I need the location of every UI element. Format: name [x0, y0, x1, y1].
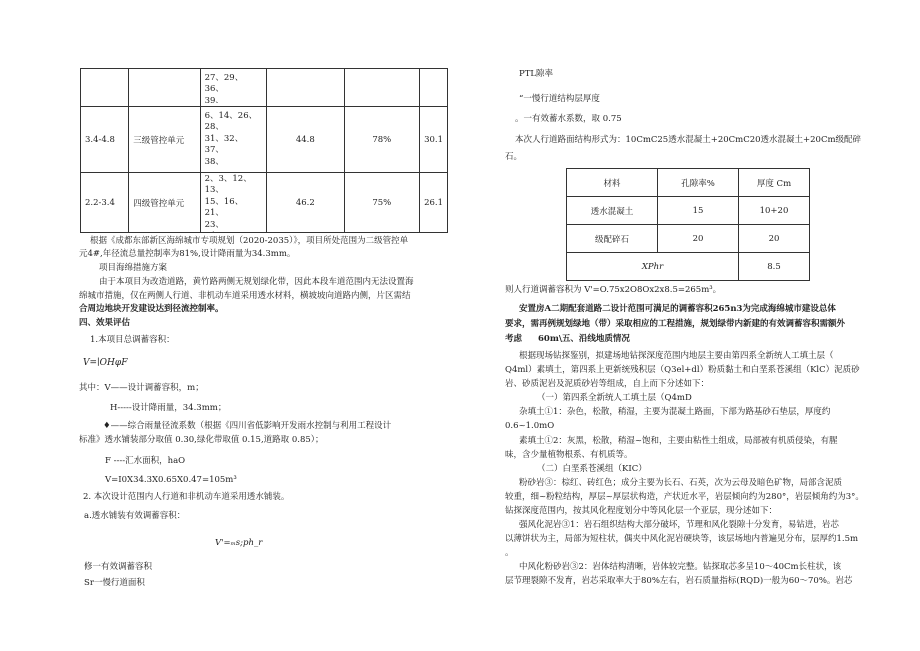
table-cell: 10+20 — [739, 197, 810, 225]
area-cell: 46.2 — [267, 173, 344, 233]
section-heading: 四、效果评估 — [79, 318, 131, 328]
paragraph: 修一有效调蓄容积 — [84, 562, 153, 572]
paragraph: H-----设计降雨量，34.3mm； — [110, 403, 227, 413]
paragraph: 较重，细~粉粒结构，厚层~厚层状构造，产状近水平，岩层倾向约为280°，岩层倾角约为3°。 — [505, 492, 864, 502]
table-row — [567, 197, 810, 225]
table-row — [81, 69, 448, 107]
paragraph: 2. 本次设计范围内人行道和非机动车道采用透水铺装。 — [83, 492, 290, 502]
paragraph: 要求，需再例规划绿地（带）采取相应的工程措施，规划绿带内新建的有效调蓄容积需额外 — [505, 319, 846, 329]
level-cell: 三级管控单元 — [129, 107, 200, 173]
unit-numbers-cell — [200, 69, 267, 107]
rain-cell: 30.1 — [420, 107, 448, 173]
paragraph: 标准》透水铺装部分取值 0.30,绿化带取值 0.15,道路取 0.85）； — [79, 435, 324, 445]
rate-cell: 75% — [344, 173, 420, 233]
level-cell: 四级管控单元 — [129, 173, 200, 233]
table-cell: 20 — [658, 225, 739, 253]
table-row — [81, 107, 448, 173]
paragraph: 岩、砂质泥岩及泥质砂岩等组成，自上而下分述如下： — [505, 379, 710, 389]
paragraph: 层节理裂隙不发育，岩芯采取率大于80%左右，岩石质量指标(RQD)一般为60～70%。岩芯 — [505, 576, 853, 586]
paragraph: Sr一慢行道面积 — [84, 578, 145, 588]
table-row — [567, 169, 810, 197]
paragraph: V=I0X34.3X0.65X0.47=105m³ — [105, 475, 237, 485]
level-cell — [129, 69, 200, 107]
table-row — [567, 253, 810, 281]
paragraph: 安置房A二期配套道路二设计范围可满足的调蓄容积265n3为完成海绵城市建设总体 — [519, 304, 836, 314]
paragraph: 石。 — [505, 152, 523, 162]
paragraph: 元4#,年径流总量控制率为81%,设计降雨量为34.3mm。 — [79, 249, 296, 259]
table-header: 材料 — [567, 169, 658, 197]
paragraph: 合周边地块开发建设达到径流控制率。 — [79, 304, 224, 314]
paragraph: 杂填土①1：杂色，松散，稍湿，主要为混凝土路面，下部为路基砂石垫层，厚度约 — [519, 407, 831, 417]
area-cell — [267, 69, 344, 107]
table-cell: 级配碎石 — [567, 225, 658, 253]
unit-numbers-cell: 2、3、12、13、 15、16、21、 23、 — [200, 173, 267, 233]
paragraph: 强风化泥岩③1：岩石组织结构大部分破坏，节理和风化裂隙十分发育，易钻进，岩芯 — [519, 520, 839, 530]
paragraph: “一慢行道结构层厚度 — [519, 94, 600, 104]
table-cell: 8.5 — [739, 253, 810, 281]
paragraph: F ----汇水面积，haO — [105, 456, 186, 466]
paragraph: 考虑 — [505, 334, 523, 344]
paragraph: 以薄饼状为主，局部为短柱状，偶夹中风化泥岩硬块等，该层场地内普遍见分布，层厚约1.5m — [505, 534, 859, 544]
table-cell: 15 — [658, 197, 739, 225]
paragraph: a.透水铺装有效调蓄容积： — [84, 511, 186, 521]
range-cell: 2.2-3.4 — [81, 173, 129, 233]
rate-cell — [344, 69, 420, 107]
paragraph: 素填土①2：灰黑，松散，稍湿~饱和，主要由粘性土组成，局部被有机质侵染，有腥 — [519, 436, 838, 446]
paragraph: 味，含少量植物根系、有机质等。 — [505, 450, 633, 460]
paragraph: 。 — [505, 548, 514, 558]
paragraph: Q4ml）素填土，第四系上更新统残积层（Q3el+dl）粉质黏土和白垩系苍溪组（KlC）泥质砂 — [505, 365, 860, 375]
paragraph: 中风化粉砂岩③2：岩体结构清晰，岩体较完整。钻探取芯多呈10～40Cm长柱状，该 — [519, 562, 842, 572]
paragraph: 。一有效蓄水系数，取 0.75 — [515, 114, 622, 124]
paragraph: 根据现场钻探鉴别，拟建场地钻探深度范围内地层主要由第四系全新统人工填土层（ — [519, 351, 834, 361]
rain-cell — [420, 69, 448, 107]
section-heading: 项目海绵措施方案 — [99, 263, 168, 273]
formula: V'=ₘs;ph_r — [215, 538, 263, 548]
section-heading: 60m\五、沿线地质情况 — [538, 334, 630, 344]
paragraph: 0.6~1.0mO — [505, 421, 555, 431]
paragraph: 粉砂岩③：棕红、砖红色；成分主要为长石、石英，次为云母及暗色矿物，局部含泥质 — [519, 478, 843, 488]
paragraph: 则人行道调蓄容积为 V'=O.75x2O8Ox2x8.5=265m³。 — [505, 285, 722, 295]
paragraph: 由于本项目为改造道路，黄竹路两侧无规划绿化带，因此本段车道范围内无法设置海 — [99, 277, 414, 287]
table-cell: XPhr — [567, 253, 739, 281]
section-heading: （二）白垩系苍溪组（KIC） — [537, 464, 647, 474]
section-heading: （一）第四系全新统人工填土层（Q4mD — [537, 393, 692, 403]
paragraph: 其中：V——设计调蓄容积，m； — [79, 383, 204, 393]
unit-numbers: 27、29、36、 39、 — [204, 72, 244, 103]
control-unit-table — [80, 68, 448, 233]
formula: V=∣OHφF — [83, 358, 128, 368]
table-header: 孔隙率% — [658, 169, 739, 197]
table-row — [81, 173, 448, 233]
unit-numbers-cell: 6、14、26、 28、 31、32、37、 38、 — [200, 107, 267, 173]
paragraph: 绵城市措施，仅在两侧人行道、非机动车道采用透水材料，横坡坡向道路内侧，片区需结 — [79, 291, 411, 301]
table-row — [567, 225, 810, 253]
range-cell — [81, 69, 129, 107]
paragraph: ♦——综合雨量径流系数（根据《四川省低影响开发雨水控制与利用工程设计 — [103, 421, 392, 431]
range-cell: 3.4-4.8 — [81, 107, 129, 173]
paragraph: 根据《成都东部新区海绵城市专项规划（2020-2035）》，项目所处范围为二级管控单 — [90, 236, 409, 246]
table-cell: 透水混凝土 — [567, 197, 658, 225]
paragraph: 1.本项目总调蓄容积： — [90, 335, 175, 345]
table-header: 厚度 Cm — [739, 169, 810, 197]
rain-cell: 26.1 — [420, 173, 448, 233]
material-table — [566, 168, 810, 281]
paragraph: 钻探深度范围内，按其风化程度划分中等风化层一个亚层，现分述如下： — [505, 506, 778, 516]
rate-cell: 78% — [344, 107, 420, 173]
area-cell: 44.8 — [267, 107, 344, 173]
table-cell: 20 — [739, 225, 810, 253]
paragraph: PTL隙率 — [519, 69, 554, 79]
paragraph: 本次人行道路面结构形式为：10CmC25透水混凝土+20CmC20透水混凝土+20Cm级配碎 — [515, 135, 862, 145]
